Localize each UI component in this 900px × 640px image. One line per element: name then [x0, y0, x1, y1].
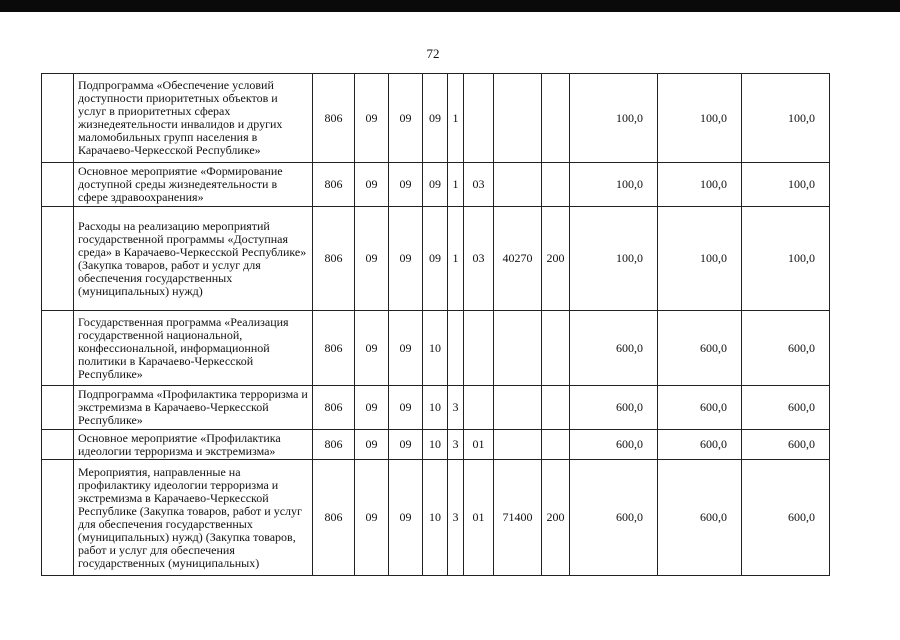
subprogram-code: 1 — [448, 163, 464, 207]
amount-year-2: 100,0 — [658, 74, 742, 163]
pr-code: 09 — [389, 386, 423, 430]
page-number: 72 — [426, 46, 440, 61]
item-name: Основное мероприятие «Профилактика идеологии терроризма и экстремизма» — [74, 430, 313, 460]
program-code: 09 — [423, 163, 448, 207]
rz-code: 09 — [355, 74, 389, 163]
item-name: Государственная программа «Реализация государственной национальной, конфессиональной, информационной политики в Карачаево-Черкесской Республике» — [74, 311, 313, 386]
program-code: 09 — [423, 207, 448, 311]
num-cell — [42, 430, 74, 460]
vr-code — [542, 430, 570, 460]
vr-code: 200 — [542, 207, 570, 311]
rz-code: 09 — [355, 311, 389, 386]
amount-year-3: 600,0 — [742, 430, 830, 460]
amount-year-1: 600,0 — [570, 311, 658, 386]
rz-code: 09 — [355, 163, 389, 207]
activity-code: 03 — [464, 207, 494, 311]
pr-code: 09 — [389, 74, 423, 163]
num-cell — [42, 311, 74, 386]
activity-code — [464, 74, 494, 163]
amount-year-3: 100,0 — [742, 74, 830, 163]
pr-code: 09 — [389, 460, 423, 576]
ved-code: 806 — [313, 163, 355, 207]
amount-year-3: 600,0 — [742, 386, 830, 430]
amount-year-2: 600,0 — [658, 430, 742, 460]
table-row — [42, 207, 830, 311]
activity-code: 03 — [464, 163, 494, 207]
num-cell — [42, 386, 74, 430]
amount-year-1: 100,0 — [570, 163, 658, 207]
amount-year-1: 100,0 — [570, 207, 658, 311]
amount-year-3: 100,0 — [742, 163, 830, 207]
program-code: 09 — [423, 74, 448, 163]
amount-year-2: 600,0 — [658, 460, 742, 576]
num-cell — [42, 163, 74, 207]
direction-code — [494, 163, 542, 207]
num-cell — [42, 460, 74, 576]
vr-code — [542, 163, 570, 207]
num-cell — [42, 74, 74, 163]
direction-code: 71400 — [494, 460, 542, 576]
amount-year-2: 100,0 — [658, 163, 742, 207]
ved-code: 806 — [313, 430, 355, 460]
amount-year-2: 100,0 — [658, 207, 742, 311]
program-code: 10 — [423, 460, 448, 576]
vr-code — [542, 74, 570, 163]
pr-code: 09 — [389, 207, 423, 311]
rz-code: 09 — [355, 386, 389, 430]
rz-code: 09 — [355, 430, 389, 460]
direction-code — [494, 386, 542, 430]
activity-code — [464, 311, 494, 386]
ved-code: 806 — [313, 311, 355, 386]
item-name: Расходы на реализацию мероприятий государственной программы «Доступная среда» в Карачаево-Черкесской Республике» (Закупка товаров, работ и услуг для обеспечения государственных (муниципальных) нужд) — [74, 207, 313, 311]
subprogram-code: 3 — [448, 386, 464, 430]
num-cell — [42, 207, 74, 311]
amount-year-1: 600,0 — [570, 430, 658, 460]
amount-year-1: 600,0 — [570, 386, 658, 430]
ved-code: 806 — [313, 74, 355, 163]
vr-code: 200 — [542, 460, 570, 576]
direction-code — [494, 74, 542, 163]
amount-year-3: 600,0 — [742, 311, 830, 386]
rz-code: 09 — [355, 460, 389, 576]
pr-code: 09 — [389, 430, 423, 460]
vr-code — [542, 311, 570, 386]
subprogram-code: 1 — [448, 207, 464, 311]
table-row — [42, 163, 830, 207]
amount-year-3: 600,0 — [742, 460, 830, 576]
subprogram-code — [448, 311, 464, 386]
activity-code: 01 — [464, 430, 494, 460]
program-code: 10 — [423, 430, 448, 460]
activity-code — [464, 386, 494, 430]
amount-year-1: 100,0 — [570, 74, 658, 163]
amount-year-2: 600,0 — [658, 386, 742, 430]
item-name: Мероприятия, направленные на профилактику идеологии терроризма и экстремизма в Карачаево-Черкесской Республике (Закупка товаров, работ и услуг для обеспечения государственных (муниципальных) нужд) (Закупка товаров, работ и услуг для обеспечения государственных (муниципальных) — [74, 460, 313, 576]
item-name: Подпрограмма «Профилактика терроризма и экстремизма в Карачаево-Черкесской Республике» — [74, 386, 313, 430]
scan-top-border — [0, 0, 900, 12]
ved-code: 806 — [313, 207, 355, 311]
vr-code — [542, 386, 570, 430]
subprogram-code: 1 — [448, 74, 464, 163]
program-code: 10 — [423, 311, 448, 386]
rz-code: 09 — [355, 207, 389, 311]
budget-table — [41, 73, 830, 576]
table-row — [42, 386, 830, 430]
table-row — [42, 430, 830, 460]
item-name: Подпрограмма «Обеспечение условий доступности приоритетных объектов и услуг в приоритетных сферах жизнедеятельности инвалидов и других маломобильных групп населения в Карачаево-Черкесской Республике» — [74, 74, 313, 163]
ved-code: 806 — [313, 460, 355, 576]
amount-year-1: 600,0 — [570, 460, 658, 576]
program-code: 10 — [423, 386, 448, 430]
item-name: Основное мероприятие «Формирование доступной среды жизнедеятельности в сфере здравоохранения» — [74, 163, 313, 207]
table-row — [42, 311, 830, 386]
direction-code: 40270 — [494, 207, 542, 311]
pr-code: 09 — [389, 311, 423, 386]
pr-code: 09 — [389, 163, 423, 207]
amount-year-3: 100,0 — [742, 207, 830, 311]
ved-code: 806 — [313, 386, 355, 430]
table-row — [42, 460, 830, 576]
direction-code — [494, 430, 542, 460]
activity-code: 01 — [464, 460, 494, 576]
subprogram-code: 3 — [448, 460, 464, 576]
table-row — [42, 74, 830, 163]
amount-year-2: 600,0 — [658, 311, 742, 386]
subprogram-code: 3 — [448, 430, 464, 460]
direction-code — [494, 311, 542, 386]
